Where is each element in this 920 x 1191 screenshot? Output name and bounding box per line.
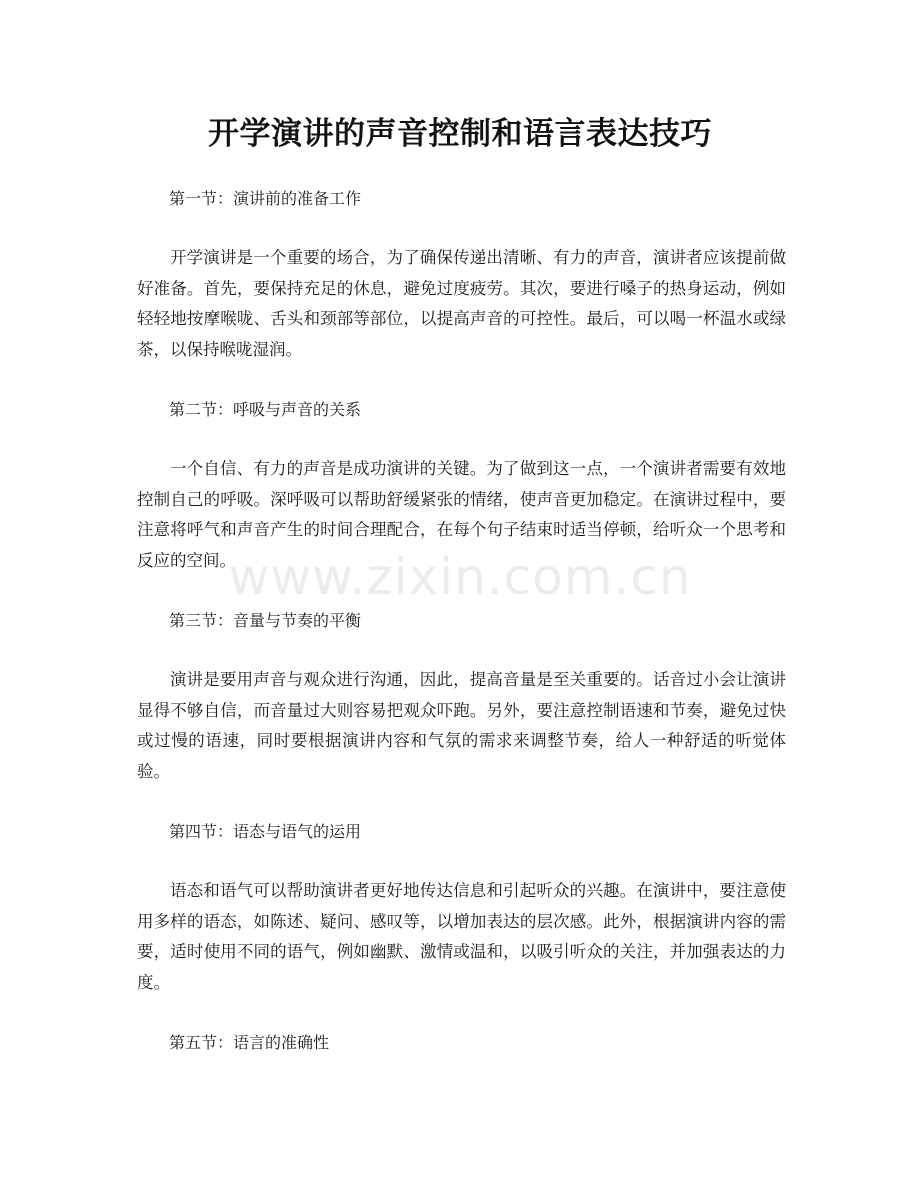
- section-heading-5: 第五节：语言的准确性: [169, 1033, 330, 1052]
- watermark: www.zixin.com.cn: [228, 548, 692, 606]
- section-heading-2: 第二节：呼吸与声音的关系: [169, 400, 362, 419]
- section-paragraph-1: 开学演讲是一个重要的场合，为了确保传递出清晰、有力的声音，演讲者应该提前做好准备。首先，要保持充足的休息，避免过度疲劳。其次，要进行嗓子的热身运动，例如轻轻地按摩喉咙、舌头和颈部等部位，以提高声音的可控性。最后，可以喝一杯温水或绿茶，以保持喉咙湿润。: [137, 248, 786, 359]
- section-paragraph-2: 一个自信、有力的声音是成功演讲的关键。为了做到这一点，一个演讲者需要有效地控制自己的呼吸。深呼吸可以帮助舒缓紧张的情绪，使声音更加稳定。在演讲过程中，要注意将呼气和声音产生的时间合理配合，在每个句子结束时适当停顿，给听众一个思考和反应的空间。: [137, 459, 786, 570]
- section-heading-4: 第四节：语态与语气的运用: [169, 822, 362, 841]
- document-title: 开学演讲的声音控制和语言表达技巧: [208, 116, 712, 152]
- document-body: [137, 184, 786, 1087]
- section-heading-3: 第三节：音量与节奏的平衡: [169, 611, 362, 630]
- section-paragraph-4: 语态和语气可以帮助演讲者更好地传达信息和引起听众的兴趣。在演讲中，要注意使用多样的语态，如陈述、疑问、感叹等，以增加表达的层次感。此外，根据演讲内容的需要，适时使用不同的语气，例如幽默、激情或温和，以吸引听众的关注，并加强表达的力度。: [137, 881, 786, 992]
- section-heading-1: 第一节：演讲前的准备工作: [169, 189, 362, 208]
- section-paragraph-3: 演讲是要用声音与观众进行沟通，因此，提高音量是至关重要的。话音过小会让演讲显得不够自信，而音量过大则容易把观众吓跑。另外，要注意控制语速和节奏，避免过快或过慢的语速，同时要根据演讲内容和气氛的需求来调整节奏，给人一种舒适的听觉体验。: [137, 670, 786, 781]
